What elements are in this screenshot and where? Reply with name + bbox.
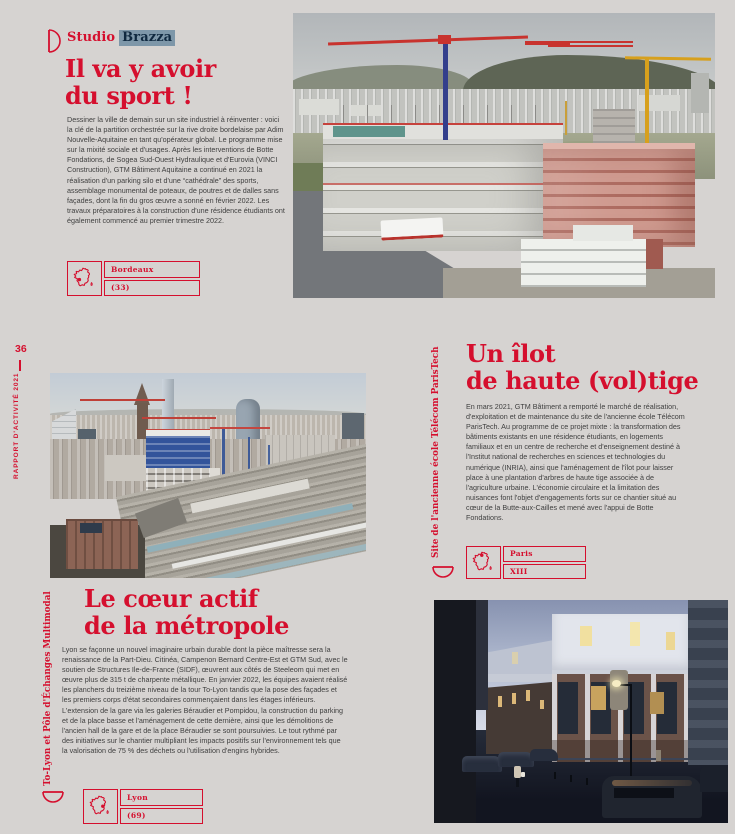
white-band-left	[486, 674, 552, 682]
foreground-car-window	[614, 788, 674, 798]
photo-solar-panels	[80, 523, 102, 533]
map-cell	[466, 546, 501, 579]
lit-window	[666, 632, 675, 650]
photo-site-cabin	[573, 225, 633, 241]
paristech-title-line2: de haute (vol)tige	[466, 366, 699, 395]
tolyon-body: Lyon se façonne un nouvel imaginaire urbain durable dont la pièce maîtresse sera la renaissance de la Part-Dieu. Citinéa, Campenon Bernard Centre-Est et GTM Sud, avec le soutien de Structures Ile-de-France (SIDF), œuvrent aux côtés de Steeleom qui met en œuvre plus de 315 t de charpente métallique. En janvier 2022, les équipes avaient réalisé les planchers du treizième niveau de la tour To-Lyon tandis que la pose des façades et les premiers corps d'état secondaires commençaient dans les étages inférieurs. L'extension de la gare via les galeries Béraudier et Pompidou, la construction du parking et de la place basse et l'aménagement de cette dernière, ainsi que les démolitions de l'ancien hall de la gare et de la place Béraudier se sont poursuivies. Le tout rythmé par des initiatives sur le chantier multipliant les impacts positifs sur l'environnement tels que la valorisation de 75 % des déchets ou l'utilisation d'engins hybrides.	[62, 645, 348, 755]
france-map-icon	[472, 551, 496, 575]
lyon-dot	[101, 804, 104, 807]
pedestrian	[656, 750, 661, 761]
stone-ornament	[610, 670, 628, 710]
lit-window	[630, 622, 640, 646]
kicker	[67, 30, 175, 45]
photo-left-silhouette	[434, 600, 476, 823]
photo-guardrail	[323, 183, 563, 185]
location-box-lyon	[83, 789, 203, 824]
paris-dot	[480, 553, 483, 556]
tolyon-title-line2: de la métropole	[84, 611, 290, 640]
location-city: Paris	[503, 546, 586, 562]
paristech-title-line1: Un îlot	[466, 339, 556, 368]
foreground-car	[700, 766, 728, 792]
tower-crane-mast-yellow	[565, 101, 567, 135]
photo-paristech-building	[434, 600, 728, 823]
lit-window	[650, 692, 664, 714]
photo-building	[299, 99, 339, 115]
location-dept: (69)	[120, 808, 203, 825]
tolyon-title-line1: Le cœur actif	[84, 584, 258, 613]
kicker-studio: Studio	[67, 30, 116, 45]
tower-crane-jib	[80, 399, 165, 401]
pedestrian-bag	[521, 772, 525, 777]
photo-building	[691, 73, 709, 113]
bollard	[554, 772, 556, 779]
lit-window	[512, 693, 516, 704]
bollard	[586, 778, 588, 785]
photo-bus	[381, 217, 444, 240]
france-map-icon	[89, 795, 113, 819]
street-lamp-pole	[630, 684, 632, 776]
tower-crane-jib	[210, 427, 270, 429]
location-city: Lyon	[120, 789, 203, 806]
tolyon-title	[84, 585, 289, 639]
photo-roof-net	[333, 126, 405, 137]
photo-left-silhouette	[476, 600, 488, 710]
pedestrian	[516, 778, 519, 787]
foreground-car-roof-glow	[612, 780, 692, 786]
tolyon-tower-bluewrap	[146, 436, 210, 468]
lit-window	[580, 626, 592, 646]
france-map-icon	[73, 267, 97, 291]
pedestrian	[514, 766, 521, 778]
lit-window	[526, 690, 530, 701]
tolyon-side-label: To-Lyon et Pôle d'Échanges Multimodal	[43, 591, 53, 786]
location-city: Bordeaux	[104, 261, 200, 278]
brazza-title-line2: du sport !	[65, 81, 193, 110]
tower-crane-jib	[548, 41, 633, 47]
photo-brazza-worksite	[293, 13, 715, 298]
parked-car	[462, 756, 502, 772]
pencil-tower-cone	[134, 383, 150, 405]
tower-crane-mast-yellow	[645, 59, 649, 143]
lit-window	[591, 686, 606, 710]
location-box-paris	[466, 546, 586, 579]
brick-left-face	[486, 682, 552, 754]
map-cell	[83, 789, 118, 824]
parked-car	[498, 752, 534, 767]
tower-crane-mast	[443, 44, 448, 140]
report-title-vertical: RAPPORT D'ACTIVITÉ 2021	[13, 372, 20, 479]
tower-crane-cab	[438, 35, 451, 44]
brazza-title-line1: Il va y avoir	[65, 54, 216, 83]
kicker-brazza: Brazza	[119, 30, 175, 46]
paristech-side-label: Site de l'ancienne école Télécom ParisTech	[431, 346, 441, 558]
photo-right-building	[688, 600, 728, 765]
brazza-title	[65, 55, 216, 109]
half-disc-icon	[431, 565, 455, 579]
photo-site-cabins	[521, 239, 646, 287]
parked-car	[530, 749, 558, 761]
paristech-body: En mars 2021, GTM Bâtiment a remporté le marché de réalisation, d'exploitation et de maintenance du site de l'ancienne école Télécom ParisTech. Au programme de ce projet mixte : la transformation des bâtiments existants en une résidence étudiants, en logements familiaux et en un centre de recherche et d'enseignement destiné à l'Institut national de recherches en sciences et technologies du numérique (INRIA), ainsi que l'aménagement de l'îlot pour laisser place à une plantation d'arbres de haute tige associée à de l'agriculture urbaine. L'économie circulaire et la limitation des nuisances font l'objet d'engagements forts sur ce chantier situé au cœur de la Butte-aux-Cailles et mené avec l'appui de Botte Fondations.	[466, 402, 685, 523]
photo-roof-columns	[343, 105, 558, 125]
street-lamp-glow	[612, 680, 621, 687]
paristech-title	[466, 340, 698, 394]
lit-window	[540, 700, 544, 709]
location-box-bordeaux	[67, 261, 200, 296]
location-dept: XIII	[503, 564, 586, 580]
location-dept: (33)	[104, 280, 200, 297]
tower-crane-jib	[142, 417, 216, 419]
half-disc-icon	[45, 28, 61, 54]
lit-window	[512, 652, 518, 664]
page-number-dash	[19, 360, 21, 371]
photo-brown-building	[66, 519, 138, 569]
photo-tolyon-worksite	[50, 373, 366, 578]
bordeaux-dot	[77, 277, 80, 280]
page-number: 36	[15, 343, 27, 355]
bollard	[570, 775, 572, 782]
half-disc-icon	[41, 790, 65, 804]
brazza-body: Dessiner la ville de demain sur un site industriel à réinventer : voici la clé de la partition orchestrée sur la rive droite bordelaise par Adim Nouvelle-Aquitaine en tant qu'opérateur global. Le programme mise sur la mixité sociale et d'usages. Après les interventions de Botte Fondations, de Sogea Sud-Ouest Hydraulique et d'Eurovia (VINCI Construction), GTM Bâtiment Aquitaine a continué en 2021 la réalisation d'un parking silo et d'une “cathédrale” des sports, assemblage monumental de poteaux, de poutres et de dalles sans façades, dont la fin du gros œuvre a sonné en février 2022. Les travaux préparatoires à la construction d'une résidence étudiants ont également commencé au premier trimestre 2022.	[67, 115, 285, 225]
map-cell	[67, 261, 102, 296]
lit-window	[498, 696, 502, 707]
